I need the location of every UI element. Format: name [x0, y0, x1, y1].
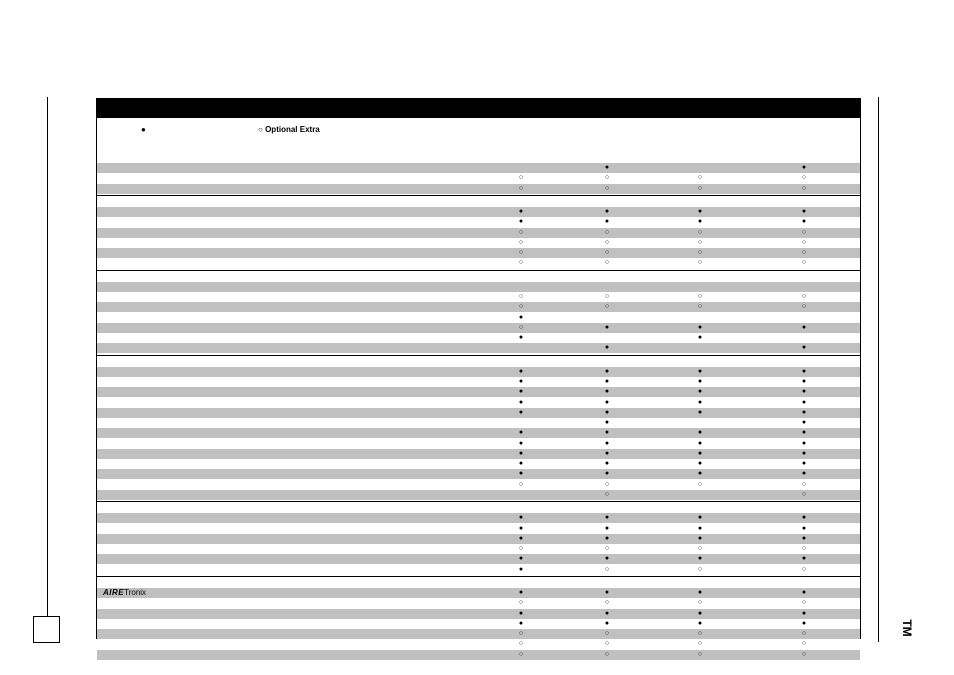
standard-feature-dot: ● — [604, 408, 610, 416]
standard-feature-dot: ● — [604, 419, 610, 426]
page-number-box — [33, 616, 60, 643]
optional-extra-circle: ○ — [697, 480, 703, 488]
optional-extra-circle: ○ — [604, 293, 610, 300]
standard-feature-dot: ● — [518, 555, 524, 563]
right-margin-line — [878, 97, 879, 642]
standard-feature-dot: ● — [604, 555, 610, 563]
optional-extra-circle: ○ — [801, 238, 807, 246]
standard-feature-dot: ● — [801, 449, 807, 457]
optional-extra-circle: ○ — [697, 630, 703, 637]
table-row — [97, 609, 860, 619]
table-row — [97, 439, 860, 449]
legend-optional-label: Optional Extra — [265, 125, 320, 134]
optional-extra-circle: ○ — [604, 630, 610, 637]
standard-feature-dot: ● — [518, 470, 524, 478]
table-row — [97, 343, 860, 353]
optional-extra-circle: ○ — [518, 238, 524, 246]
standard-feature-dot: ● — [604, 378, 610, 385]
optional-extra-circle: ○ — [518, 228, 524, 236]
table-row — [97, 544, 860, 554]
table-row — [97, 598, 860, 608]
left-margin-line — [47, 97, 48, 617]
standard-feature-dot: ● — [697, 408, 703, 416]
standard-feature-dot: ● — [518, 524, 524, 532]
standard-feature-dot: ● — [604, 323, 610, 331]
table-row — [97, 367, 860, 377]
optional-extra-circle: ○ — [697, 640, 703, 648]
logo-bold-part: AIRE — [103, 588, 125, 597]
optional-extra-circle: ○ — [518, 650, 524, 658]
standard-feature-dot: ● — [697, 367, 703, 375]
optional-extra-circle: ○ — [697, 303, 703, 311]
standard-feature-dot: ● — [801, 388, 807, 396]
optional-extra-circle: ○ — [697, 599, 703, 607]
standard-feature-dot: ● — [801, 429, 807, 437]
standard-feature-dot: ● — [518, 460, 524, 467]
standard-feature-dot: ● — [604, 619, 610, 627]
group-separator — [97, 270, 860, 271]
airetronix-logo — [103, 588, 146, 598]
group-separator — [97, 195, 860, 196]
standard-feature-dot: ● — [604, 398, 610, 406]
standard-feature-dot: ● — [697, 619, 703, 627]
standard-feature-dot: ● — [604, 208, 610, 215]
table-row — [97, 619, 860, 629]
standard-feature-dot: ● — [801, 378, 807, 385]
standard-feature-dot: ● — [697, 429, 703, 437]
table-row — [97, 387, 860, 397]
optional-extra-circle: ○ — [518, 480, 524, 488]
standard-feature-dot: ● — [518, 565, 524, 573]
specification-table — [96, 98, 861, 658]
optional-extra-circle: ○ — [604, 650, 610, 658]
optional-extra-circle: ○ — [801, 565, 807, 573]
table-row — [97, 490, 860, 500]
optional-extra-circle: ○ — [518, 303, 524, 311]
optional-extra-circle: ○ — [518, 259, 524, 267]
optional-extra-circle: ○ — [518, 545, 524, 552]
group-separator — [97, 576, 860, 577]
optional-extra-circle: ○ — [604, 228, 610, 236]
standard-feature-dot: ● — [801, 589, 807, 596]
table-row — [97, 524, 860, 534]
table-row — [97, 313, 860, 323]
group-separator — [97, 501, 860, 502]
optional-extra-circle: ○ — [801, 640, 807, 648]
standard-feature-dot: ● — [518, 398, 524, 406]
optional-extra-circle: ○ — [604, 545, 610, 552]
standard-feature-dot: ● — [801, 218, 807, 226]
optional-extra-circle: ○ — [801, 545, 807, 552]
optional-extra-circle: ○ — [697, 259, 703, 267]
standard-feature-dot: ● — [518, 334, 524, 341]
legend-optional — [258, 125, 320, 134]
standard-feature-dot: ● — [604, 514, 610, 522]
optional-extra-circle: ○ — [604, 174, 610, 182]
optional-extra-circle: ○ — [518, 249, 524, 256]
standard-feature-dot: ● — [518, 449, 524, 457]
legend-optional-symbol: ○ — [258, 125, 263, 134]
standard-feature-dot: ● — [604, 460, 610, 467]
table-row — [97, 163, 860, 173]
table-row — [97, 428, 860, 438]
table-row — [97, 272, 860, 282]
standard-feature-dot: ● — [518, 388, 524, 396]
optional-extra-circle: ○ — [697, 293, 703, 300]
optional-extra-circle: ○ — [604, 184, 610, 192]
logo-rest-part: Tronix — [124, 588, 147, 597]
optional-extra-circle: ○ — [697, 174, 703, 182]
table-row — [97, 513, 860, 523]
table-row — [97, 228, 860, 238]
table-row — [97, 377, 860, 387]
standard-feature-dot: ● — [604, 589, 610, 596]
optional-extra-circle: ○ — [801, 259, 807, 267]
table-row — [97, 282, 860, 292]
standard-feature-dot: ● — [604, 164, 610, 171]
table-row — [97, 248, 860, 258]
standard-feature-dot: ● — [801, 609, 807, 617]
optional-extra-circle: ○ — [604, 640, 610, 648]
standard-feature-dot: ● — [697, 589, 703, 596]
standard-feature-dot: ● — [801, 164, 807, 171]
optional-extra-circle: ○ — [801, 490, 807, 498]
standard-feature-dot: ● — [801, 619, 807, 627]
table-row — [97, 333, 860, 343]
optional-extra-circle: ○ — [801, 480, 807, 488]
standard-feature-dot: ● — [604, 344, 610, 352]
table-row — [97, 578, 860, 588]
standard-feature-dot: ● — [697, 439, 703, 447]
legend — [97, 125, 860, 137]
optional-extra-circle: ○ — [604, 303, 610, 311]
table-row — [97, 650, 860, 660]
optional-extra-circle: ○ — [518, 293, 524, 300]
optional-extra-circle: ○ — [604, 599, 610, 607]
optional-extra-circle: ○ — [697, 249, 703, 256]
standard-feature-dot: ● — [801, 534, 807, 542]
standard-feature-dot: ● — [518, 313, 524, 321]
optional-extra-circle: ○ — [801, 303, 807, 311]
table-row — [97, 217, 860, 227]
optional-extra-circle: ○ — [697, 228, 703, 236]
table-row — [97, 503, 860, 513]
standard-feature-dot: ● — [801, 398, 807, 406]
standard-feature-dot: ● — [604, 470, 610, 478]
table-row — [97, 480, 860, 490]
standard-feature-dot: ● — [518, 439, 524, 447]
standard-feature-dot: ● — [604, 388, 610, 396]
standard-feature-dot: ● — [697, 378, 703, 385]
standard-feature-dot: ● — [518, 367, 524, 375]
standard-feature-dot: ● — [697, 524, 703, 532]
standard-feature-dot: ● — [697, 470, 703, 478]
standard-feature-dot: ● — [697, 388, 703, 396]
standard-feature-dot: ● — [518, 514, 524, 522]
standard-feature-dot: ● — [518, 218, 524, 226]
standard-feature-dot: ● — [604, 429, 610, 437]
standard-feature-dot: ● — [697, 555, 703, 563]
standard-feature-dot: ● — [518, 619, 524, 627]
standard-feature-dot: ● — [801, 524, 807, 532]
optional-extra-circle: ○ — [604, 490, 610, 498]
optional-extra-circle: ○ — [604, 238, 610, 246]
optional-extra-circle: ○ — [518, 599, 524, 607]
optional-extra-circle: ○ — [518, 323, 524, 331]
table-row — [97, 639, 860, 649]
table-row — [97, 184, 860, 194]
table-row — [97, 469, 860, 479]
optional-extra-circle: ○ — [697, 650, 703, 658]
optional-extra-circle: ○ — [518, 184, 524, 192]
table-row — [97, 588, 860, 598]
table-row — [97, 238, 860, 248]
standard-feature-dot: ● — [604, 439, 610, 447]
standard-feature-dot: ● — [604, 218, 610, 226]
optional-extra-circle: ○ — [697, 184, 703, 192]
standard-feature-dot: ● — [697, 534, 703, 542]
table-row — [97, 258, 860, 268]
optional-extra-circle: ○ — [801, 228, 807, 236]
standard-feature-dot: ● — [801, 460, 807, 467]
optional-extra-circle: ○ — [518, 174, 524, 182]
standard-feature-dot: ● — [604, 534, 610, 542]
table-header-bar — [97, 99, 860, 118]
standard-feature-dot: ● — [801, 419, 807, 426]
standard-feature-dot: ● — [801, 439, 807, 447]
optional-extra-circle: ○ — [518, 640, 524, 648]
trademark-mark: TM — [900, 619, 914, 637]
optional-extra-circle: ○ — [801, 599, 807, 607]
standard-feature-dot: ● — [697, 609, 703, 617]
optional-extra-circle: ○ — [801, 650, 807, 658]
standard-feature-dot: ● — [801, 208, 807, 215]
optional-extra-circle: ○ — [801, 174, 807, 182]
optional-extra-circle: ○ — [801, 249, 807, 256]
table-row — [97, 408, 860, 418]
optional-extra-circle: ○ — [801, 184, 807, 192]
standard-feature-dot: ● — [697, 514, 703, 522]
table-row — [97, 292, 860, 302]
standard-feature-dot: ● — [697, 460, 703, 467]
table-row — [97, 398, 860, 408]
standard-feature-dot: ● — [604, 367, 610, 375]
table-row — [97, 418, 860, 428]
standard-feature-dot: ● — [697, 334, 703, 341]
standard-feature-dot: ● — [801, 344, 807, 352]
optional-extra-circle: ○ — [801, 293, 807, 300]
standard-feature-dot: ● — [604, 449, 610, 457]
standard-feature-dot: ● — [801, 470, 807, 478]
standard-feature-dot: ● — [518, 534, 524, 542]
standard-feature-dot: ● — [801, 367, 807, 375]
table-row — [97, 173, 860, 183]
table-row — [97, 302, 860, 312]
standard-feature-dot: ● — [518, 408, 524, 416]
standard-feature-dot: ● — [518, 208, 524, 215]
standard-feature-dot: ● — [697, 449, 703, 457]
optional-extra-circle: ○ — [801, 630, 807, 637]
standard-feature-dot: ● — [697, 398, 703, 406]
table-row — [97, 323, 860, 333]
standard-feature-dot: ● — [518, 609, 524, 617]
optional-extra-circle: ○ — [604, 480, 610, 488]
optional-extra-circle: ○ — [697, 545, 703, 552]
table-row — [97, 629, 860, 639]
table-row — [97, 197, 860, 207]
standard-feature-dot: ● — [604, 524, 610, 532]
standard-feature-dot: ● — [801, 408, 807, 416]
optional-extra-circle: ○ — [697, 565, 703, 573]
table-row — [97, 207, 860, 217]
table-row — [97, 534, 860, 544]
standard-feature-dot: ● — [518, 429, 524, 437]
optional-extra-circle: ○ — [604, 565, 610, 573]
standard-feature-dot: ● — [801, 323, 807, 331]
standard-feature-dot: ● — [697, 323, 703, 331]
standard-feature-dot: ● — [604, 609, 610, 617]
table-row — [97, 554, 860, 564]
table-row — [97, 449, 860, 459]
legend-standard-symbol: ● — [141, 125, 146, 134]
standard-feature-dot: ● — [801, 555, 807, 563]
table-row — [97, 565, 860, 575]
optional-extra-circle: ○ — [604, 259, 610, 267]
optional-extra-circle: ○ — [518, 630, 524, 637]
standard-feature-dot: ● — [518, 378, 524, 385]
standard-feature-dot: ● — [801, 514, 807, 522]
optional-extra-circle: ○ — [604, 249, 610, 256]
standard-feature-dot: ● — [697, 208, 703, 215]
table-row — [97, 357, 860, 367]
table-row — [97, 459, 860, 469]
group-separator — [97, 355, 860, 356]
optional-extra-circle: ○ — [697, 238, 703, 246]
standard-feature-dot: ● — [518, 589, 524, 596]
standard-feature-dot: ● — [697, 218, 703, 226]
